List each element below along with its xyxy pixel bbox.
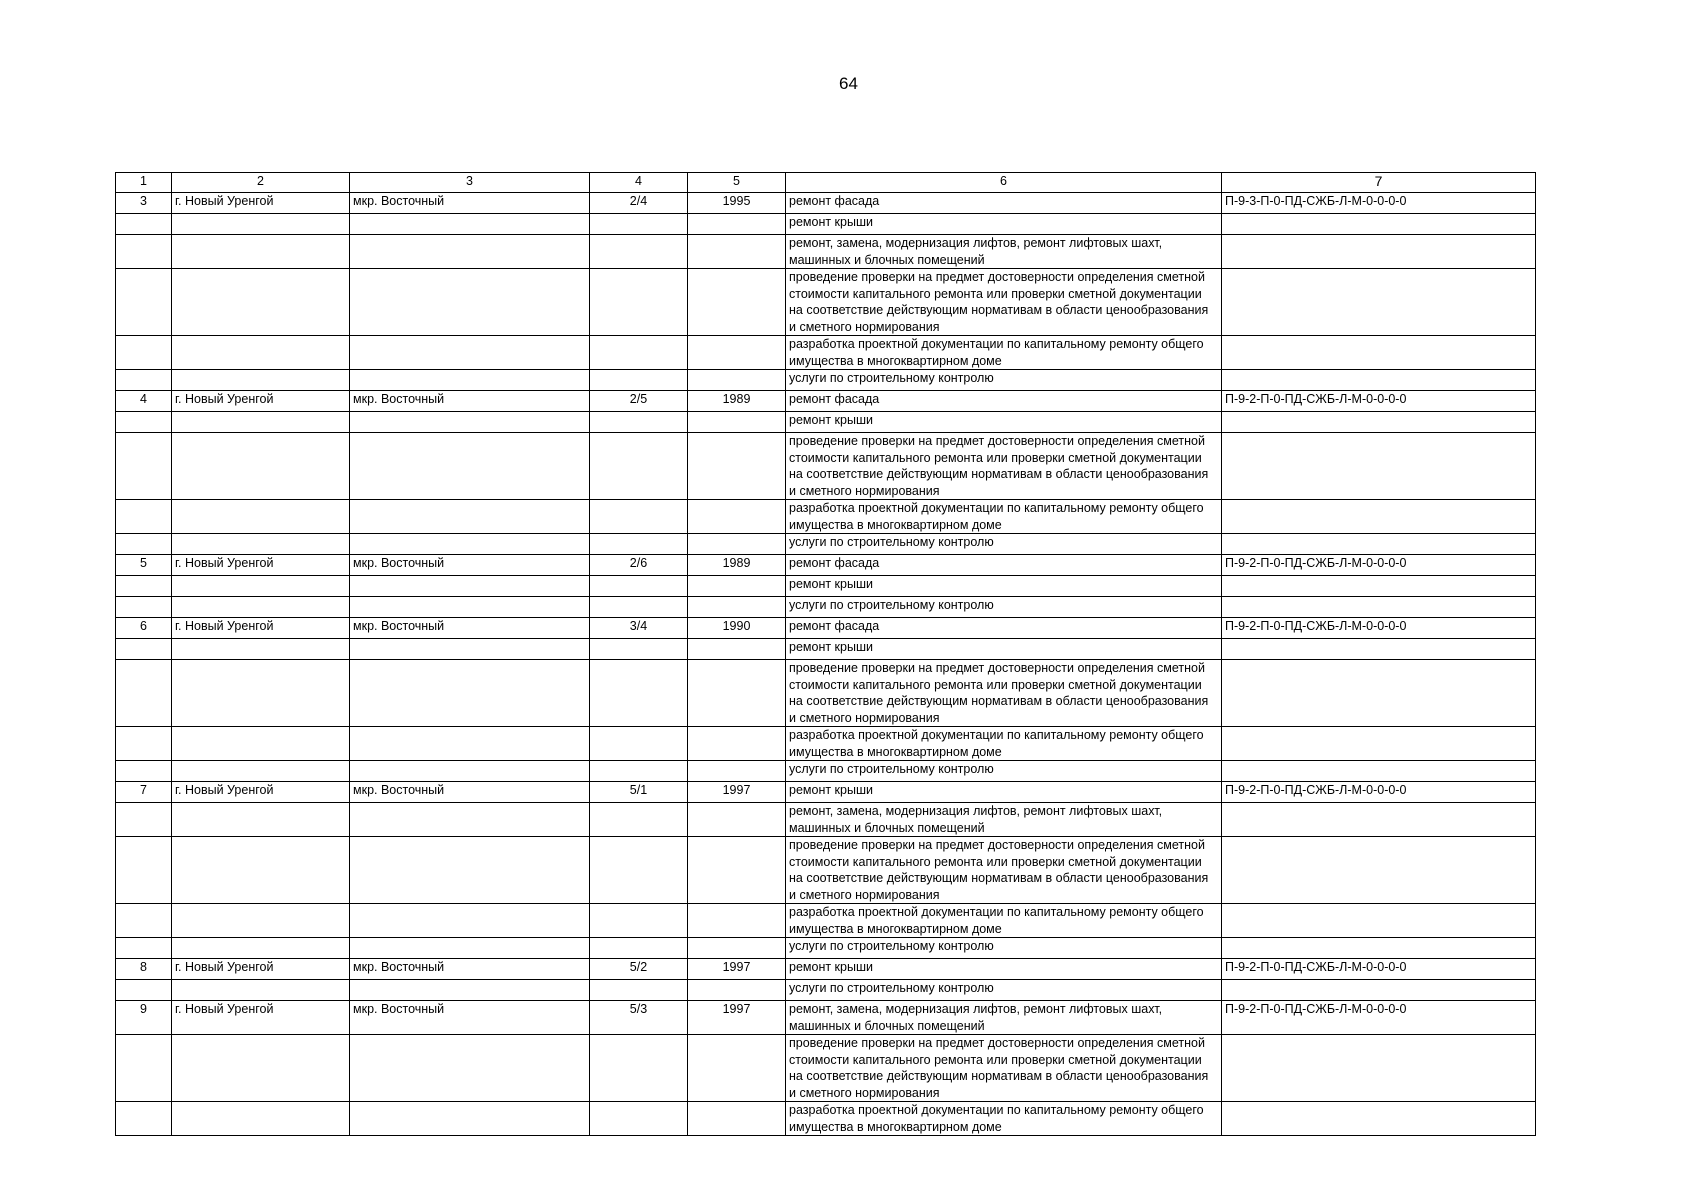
table-row xyxy=(116,761,1536,782)
building-code-cell xyxy=(1222,576,1536,597)
district-cell xyxy=(350,837,590,904)
work-type-cell: услуги по строительному контролю xyxy=(786,597,1222,618)
building-code-cell xyxy=(1222,660,1536,727)
year-cell xyxy=(688,269,786,336)
city-cell: г. Новый Уренгой xyxy=(172,193,350,214)
year-cell xyxy=(688,235,786,269)
district-cell xyxy=(350,761,590,782)
row-number-cell: 6 xyxy=(116,618,172,639)
house-number-cell: 5/2 xyxy=(590,959,688,980)
table-row xyxy=(116,433,1536,500)
building-code-cell: П-9-2-П-0-ПД-СЖБ-Л-М-0-0-0-0 xyxy=(1222,1001,1536,1035)
house-number-cell xyxy=(590,938,688,959)
row-number-cell xyxy=(116,660,172,727)
building-code-cell xyxy=(1222,269,1536,336)
city-cell xyxy=(172,803,350,837)
building-code-cell: П-9-2-П-0-ПД-СЖБ-Л-М-0-0-0-0 xyxy=(1222,959,1536,980)
work-type-cell: разработка проектной документации по капитальному ремонту общего имущества в многоквартирном доме xyxy=(786,1102,1222,1136)
house-number-cell xyxy=(590,500,688,534)
row-number-cell xyxy=(116,837,172,904)
row-number-cell xyxy=(116,235,172,269)
house-number-cell xyxy=(590,639,688,660)
city-cell xyxy=(172,1102,350,1136)
city-cell xyxy=(172,576,350,597)
building-code-cell: П-9-2-П-0-ПД-СЖБ-Л-М-0-0-0-0 xyxy=(1222,555,1536,576)
district-cell: мкр. Восточный xyxy=(350,555,590,576)
building-code-cell: П-9-2-П-0-ПД-СЖБ-Л-М-0-0-0-0 xyxy=(1222,391,1536,412)
district-cell: мкр. Восточный xyxy=(350,959,590,980)
city-cell xyxy=(172,660,350,727)
row-number-cell xyxy=(116,433,172,500)
district-cell: мкр. Восточный xyxy=(350,618,590,639)
building-code-cell xyxy=(1222,500,1536,534)
city-cell xyxy=(172,370,350,391)
city-cell xyxy=(172,597,350,618)
building-code-cell xyxy=(1222,433,1536,500)
district-cell: мкр. Восточный xyxy=(350,782,590,803)
district-cell xyxy=(350,500,590,534)
district-cell xyxy=(350,1035,590,1102)
row-number-cell xyxy=(116,938,172,959)
building-code-cell xyxy=(1222,639,1536,660)
district-cell xyxy=(350,597,590,618)
house-number-cell xyxy=(590,433,688,500)
work-type-cell: ремонт, замена, модернизация лифтов, ремонт лифтовых шахт, машинных и блочных помещений xyxy=(786,803,1222,837)
table-row xyxy=(116,837,1536,904)
year-cell xyxy=(688,761,786,782)
work-type-cell: разработка проектной документации по капитальному ремонту общего имущества в многоквартирном доме xyxy=(786,904,1222,938)
building-code-cell xyxy=(1222,904,1536,938)
year-cell xyxy=(688,727,786,761)
city-cell xyxy=(172,433,350,500)
column-header: 6 xyxy=(786,173,1222,193)
district-cell xyxy=(350,904,590,938)
district-cell xyxy=(350,980,590,1001)
work-type-cell: услуги по строительному контролю xyxy=(786,761,1222,782)
house-number-cell: 2/5 xyxy=(590,391,688,412)
table-row xyxy=(116,214,1536,235)
column-header: 4 xyxy=(590,173,688,193)
row-number-cell xyxy=(116,1102,172,1136)
year-cell xyxy=(688,938,786,959)
column-header: 2 xyxy=(172,173,350,193)
work-type-cell: разработка проектной документации по капитальному ремонту общего имущества в многоквартирном доме xyxy=(786,336,1222,370)
year-cell xyxy=(688,370,786,391)
city-cell xyxy=(172,235,350,269)
table-row xyxy=(116,193,1536,214)
building-code-cell xyxy=(1222,370,1536,391)
column-header: 3 xyxy=(350,173,590,193)
row-number-cell xyxy=(116,412,172,433)
work-type-cell: проведение проверки на предмет достоверности определения сметной стоимости капитального ремонта или проверки сметной документации на соответствие действующим нормативам в области ценообразования и сметного нормирования xyxy=(786,837,1222,904)
table-row xyxy=(116,782,1536,803)
house-number-cell xyxy=(590,336,688,370)
row-number-cell xyxy=(116,727,172,761)
row-number-cell xyxy=(116,761,172,782)
year-cell xyxy=(688,803,786,837)
city-cell xyxy=(172,639,350,660)
year-cell: 1989 xyxy=(688,391,786,412)
house-number-cell xyxy=(590,1035,688,1102)
table-row xyxy=(116,391,1536,412)
year-cell xyxy=(688,904,786,938)
house-number-cell xyxy=(590,660,688,727)
city-cell xyxy=(172,1035,350,1102)
city-cell xyxy=(172,269,350,336)
year-cell xyxy=(688,336,786,370)
building-code-cell xyxy=(1222,938,1536,959)
table-row xyxy=(116,660,1536,727)
row-number-cell: 8 xyxy=(116,959,172,980)
row-number-cell xyxy=(116,534,172,555)
year-cell xyxy=(688,433,786,500)
work-type-cell: разработка проектной документации по капитальному ремонту общего имущества в многоквартирном доме xyxy=(786,500,1222,534)
city-cell xyxy=(172,904,350,938)
table-row xyxy=(116,500,1536,534)
work-type-cell: ремонт фасада xyxy=(786,618,1222,639)
house-number-cell xyxy=(590,597,688,618)
table-row xyxy=(116,938,1536,959)
table-row xyxy=(116,904,1536,938)
table-row xyxy=(116,639,1536,660)
table-row xyxy=(116,980,1536,1001)
year-cell xyxy=(688,500,786,534)
city-cell: г. Новый Уренгой xyxy=(172,391,350,412)
city-cell xyxy=(172,336,350,370)
table-row xyxy=(116,1102,1536,1136)
district-cell: мкр. Восточный xyxy=(350,193,590,214)
table-row xyxy=(116,576,1536,597)
house-number-cell xyxy=(590,576,688,597)
row-number-cell xyxy=(116,639,172,660)
year-cell xyxy=(688,412,786,433)
district-cell: мкр. Восточный xyxy=(350,1001,590,1035)
year-cell xyxy=(688,534,786,555)
year-cell: 1997 xyxy=(688,959,786,980)
column-header: 7 xyxy=(1222,173,1536,193)
city-cell xyxy=(172,727,350,761)
year-cell: 1997 xyxy=(688,1001,786,1035)
table-row xyxy=(116,269,1536,336)
row-number-cell xyxy=(116,803,172,837)
district-cell xyxy=(350,727,590,761)
city-cell: г. Новый Уренгой xyxy=(172,782,350,803)
city-cell xyxy=(172,412,350,433)
work-type-cell: ремонт крыши xyxy=(786,782,1222,803)
building-code-cell xyxy=(1222,336,1536,370)
building-code-cell: П-9-2-П-0-ПД-СЖБ-Л-М-0-0-0-0 xyxy=(1222,782,1536,803)
district-cell xyxy=(350,433,590,500)
house-number-cell: 5/3 xyxy=(590,1001,688,1035)
building-code-cell xyxy=(1222,412,1536,433)
city-cell xyxy=(172,214,350,235)
work-type-cell: услуги по строительному контролю xyxy=(786,370,1222,391)
row-number-cell: 9 xyxy=(116,1001,172,1035)
row-number-cell xyxy=(116,370,172,391)
district-cell xyxy=(350,336,590,370)
work-type-cell: ремонт фасада xyxy=(786,555,1222,576)
year-cell xyxy=(688,1102,786,1136)
year-cell: 1997 xyxy=(688,782,786,803)
city-cell xyxy=(172,837,350,904)
building-code-cell xyxy=(1222,803,1536,837)
district-cell xyxy=(350,370,590,391)
table-row xyxy=(116,555,1536,576)
work-type-cell: разработка проектной документации по капитальному ремонту общего имущества в многоквартирном доме xyxy=(786,727,1222,761)
page-number: 64 xyxy=(839,74,858,93)
work-type-cell: ремонт фасада xyxy=(786,193,1222,214)
year-cell xyxy=(688,639,786,660)
district-cell xyxy=(350,534,590,555)
row-number-cell xyxy=(116,214,172,235)
row-number-cell: 4 xyxy=(116,391,172,412)
row-number-cell xyxy=(116,904,172,938)
work-type-cell: проведение проверки на предмет достоверности определения сметной стоимости капитального ремонта или проверки сметной документации на соответствие действующим нормативам в области ценообразования и сметного нормирования xyxy=(786,433,1222,500)
work-type-cell: ремонт, замена, модернизация лифтов, ремонт лифтовых шахт, машинных и блочных помещений xyxy=(786,1001,1222,1035)
work-type-cell: ремонт крыши xyxy=(786,959,1222,980)
work-type-cell: ремонт фасада xyxy=(786,391,1222,412)
table-row xyxy=(116,803,1536,837)
house-number-cell xyxy=(590,904,688,938)
work-type-cell: услуги по строительному контролю xyxy=(786,980,1222,1001)
column-number-header-row xyxy=(116,173,1536,193)
building-code-cell xyxy=(1222,1102,1536,1136)
district-cell xyxy=(350,660,590,727)
building-code-cell xyxy=(1222,980,1536,1001)
work-type-cell: ремонт крыши xyxy=(786,576,1222,597)
building-code-cell xyxy=(1222,727,1536,761)
district-cell xyxy=(350,269,590,336)
row-number-cell xyxy=(116,980,172,1001)
city-cell xyxy=(172,980,350,1001)
repair-schedule-table xyxy=(115,172,1536,1136)
row-number-cell xyxy=(116,576,172,597)
row-number-cell: 3 xyxy=(116,193,172,214)
year-cell xyxy=(688,980,786,1001)
year-cell: 1995 xyxy=(688,193,786,214)
city-cell: г. Новый Уренгой xyxy=(172,555,350,576)
row-number-cell xyxy=(116,336,172,370)
building-code-cell xyxy=(1222,837,1536,904)
work-type-cell: ремонт, замена, модернизация лифтов, ремонт лифтовых шахт, машинных и блочных помещений xyxy=(786,235,1222,269)
building-code-cell xyxy=(1222,214,1536,235)
house-number-cell: 2/4 xyxy=(590,193,688,214)
year-cell xyxy=(688,597,786,618)
work-type-cell: проведение проверки на предмет достоверности определения сметной стоимости капитального ремонта или проверки сметной документации на соответствие действующим нормативам в области ценообразования и сметного нормирования xyxy=(786,660,1222,727)
house-number-cell xyxy=(590,761,688,782)
city-cell: г. Новый Уренгой xyxy=(172,959,350,980)
building-code-cell: П-9-3-П-0-ПД-СЖБ-Л-М-0-0-0-0 xyxy=(1222,193,1536,214)
house-number-cell xyxy=(590,214,688,235)
column-header: 1 xyxy=(116,173,172,193)
row-number-cell: 5 xyxy=(116,555,172,576)
building-code-cell xyxy=(1222,761,1536,782)
district-cell xyxy=(350,938,590,959)
year-cell: 1989 xyxy=(688,555,786,576)
year-cell xyxy=(688,214,786,235)
house-number-cell: 3/4 xyxy=(590,618,688,639)
building-code-cell: П-9-2-П-0-ПД-СЖБ-Л-М-0-0-0-0 xyxy=(1222,618,1536,639)
table-row xyxy=(116,959,1536,980)
table-row xyxy=(116,412,1536,433)
district-cell xyxy=(350,1102,590,1136)
house-number-cell xyxy=(590,1102,688,1136)
year-cell xyxy=(688,1035,786,1102)
work-type-cell: ремонт крыши xyxy=(786,412,1222,433)
house-number-cell xyxy=(590,412,688,433)
building-code-cell xyxy=(1222,534,1536,555)
table-row xyxy=(116,727,1536,761)
work-type-cell: ремонт крыши xyxy=(786,214,1222,235)
house-number-cell xyxy=(590,269,688,336)
city-cell xyxy=(172,761,350,782)
table-row xyxy=(116,1035,1536,1102)
house-number-cell: 5/1 xyxy=(590,782,688,803)
district-cell xyxy=(350,803,590,837)
house-number-cell xyxy=(590,980,688,1001)
work-type-cell: проведение проверки на предмет достоверности определения сметной стоимости капитального ремонта или проверки сметной документации на соответствие действующим нормативам в области ценообразования и сметного нормирования xyxy=(786,269,1222,336)
work-type-cell: проведение проверки на предмет достоверности определения сметной стоимости капитального ремонта или проверки сметной документации на соответствие действующим нормативам в области ценообразования и сметного нормирования xyxy=(786,1035,1222,1102)
house-number-cell xyxy=(590,727,688,761)
district-cell xyxy=(350,639,590,660)
district-cell xyxy=(350,412,590,433)
table-row xyxy=(116,235,1536,269)
house-number-cell xyxy=(590,370,688,391)
building-code-cell xyxy=(1222,235,1536,269)
house-number-cell xyxy=(590,235,688,269)
building-code-cell xyxy=(1222,597,1536,618)
row-number-cell xyxy=(116,597,172,618)
district-cell: мкр. Восточный xyxy=(350,391,590,412)
work-type-cell: услуги по строительному контролю xyxy=(786,534,1222,555)
year-cell xyxy=(688,837,786,904)
house-number-cell xyxy=(590,837,688,904)
work-type-cell: услуги по строительному контролю xyxy=(786,938,1222,959)
building-code-cell xyxy=(1222,1035,1536,1102)
table-row xyxy=(116,597,1536,618)
city-cell: г. Новый Уренгой xyxy=(172,618,350,639)
year-cell xyxy=(688,576,786,597)
house-number-cell xyxy=(590,534,688,555)
row-number-cell xyxy=(116,500,172,534)
year-cell: 1990 xyxy=(688,618,786,639)
district-cell xyxy=(350,214,590,235)
city-cell: г. Новый Уренгой xyxy=(172,1001,350,1035)
city-cell xyxy=(172,534,350,555)
table-row xyxy=(116,534,1536,555)
row-number-cell: 7 xyxy=(116,782,172,803)
house-number-cell xyxy=(590,803,688,837)
column-header: 5 xyxy=(688,173,786,193)
row-number-cell xyxy=(116,269,172,336)
work-type-cell: ремонт крыши xyxy=(786,639,1222,660)
table-row xyxy=(116,618,1536,639)
city-cell xyxy=(172,938,350,959)
table-row xyxy=(116,370,1536,391)
district-cell xyxy=(350,576,590,597)
city-cell xyxy=(172,500,350,534)
district-cell xyxy=(350,235,590,269)
row-number-cell xyxy=(116,1035,172,1102)
table-row xyxy=(116,336,1536,370)
year-cell xyxy=(688,660,786,727)
table-row xyxy=(116,1001,1536,1035)
house-number-cell: 2/6 xyxy=(590,555,688,576)
